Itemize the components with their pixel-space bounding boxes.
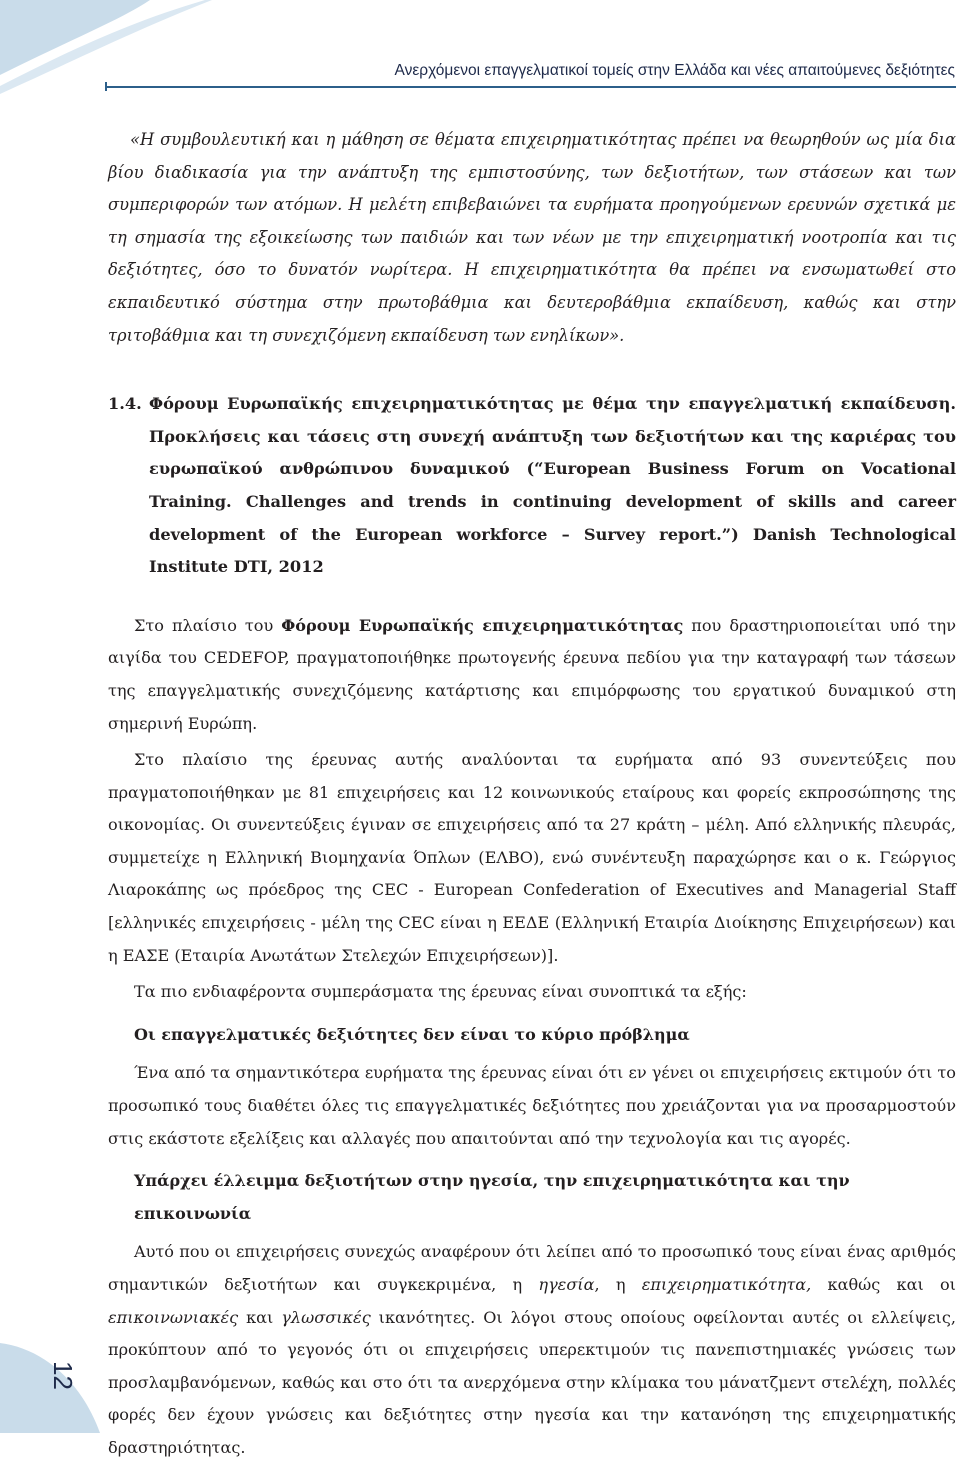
paragraph-3: Τα πιο ενδιαφέροντα συμπεράσματα της έρευνας είναι συνοπτικά τα εξής:: [134, 982, 747, 1002]
page-content: [108, 124, 956, 1469]
section-number: 1.4.: [108, 394, 142, 414]
header-rule: [105, 86, 956, 88]
paragraph-2: Στο πλαίσιο της έρευνας αυτής αναλύονται τα ευρήματα από 93 συνεντεύξεις που πραγματοποιήθηκαν με 81 επιχειρήσεις και 12 κοινωνικούς εταίρους και φορείς εκπροσώπησης της οικονομίας. Οι συνεντεύξεις έγιναν σε επιχειρήσεις από τα 27 κράτη – μέλη. Από ελληνικής πλευράς, συμμετείχε η Ελληνική Βιομηχανία Όπλων (ΕΛΒΟ), ενώ συνέντευξη παραχώρησε και ο κ. Γεώργιος Λιαροκάπης ως πρόεδρος της CEC - European Confederation of Executives and Managerial Staff [ελληνικές επιχειρήσεις - μέλη της CEC είναι η ΕΕΔΕ (Ελληνική Εταιρία Διοίκησης Επιχειρήσεων) και η ΕΑΣΕ (Εταιρία Ανωτάτων Στελεχών Επιχειρήσεων)].: [108, 750, 956, 965]
paragraph-1-text-b: που δραστηριοποιείται υπό την αιγίδα του CEDEFOP, πραγματοποιήθηκε πρωτογενής έρευνα πεδίου για την καταγραφή των τάσεων της επαγγελματικής συνεχιζόμενης κατάρτισης και επιμόρφωσης του εργατικού δυναμικού στη σημερινή Ευρώπη.: [108, 615, 956, 733]
section-heading: [108, 388, 956, 584]
paragraph-1-bold: Φόρουμ Ευρωπαϊκής επιχειρηματικότητας: [281, 615, 684, 635]
quote-paragraph: «Η συμβουλευτική και η μάθηση σε θέματα επιχειρηματικότητας πρέπει να θεωρηθούν ως μία δια βίου διαδικασία για την ανάπτυξη της εμπιστοσύνης, των δεξιοτήτων, των στάσεων και των συμπεριφορών των ατόμων. Η μελέτη επιβεβαιώνει τα ευρήματα προηγούμενων ερευνών σχετικά με τη σημασία της εξοικείωσης των παιδιών και των νέων με την επιχειρηματική νοοτροπία και τις δεξιότητες, όσο το δυνατόν νωρίτερα. Η επιχειρηματικότητα θα πρέπει να ενσωματωθεί στο εκπαιδευτικό σύστημα στην πρωτοβάθμια και δευτεροβάθμια εκπαίδευση, καθώς και στην τριτοβάθμια και τη συνεχιζόμενη εκπαίδευση των ενηλίκων».: [108, 130, 956, 345]
running-header-title: Ανερχόμενοι επαγγελματικοί τομείς στην Ελλάδα και νέες απαιτούμενες δεξιότητες: [394, 62, 955, 79]
paragraph-4: Ένα από τα σημαντικότερα ευρήματα της έρευνας είναι ότι εν γένει οι επιχειρήσεις εκτιμούν ότι το προσωπικό τους διαθέτει όλες τις επαγγελματικές δεξιότητες που χρειάζονται για να προσαρμοστούν στις εκάστοτε εξελίξεις και αλλαγές που απαιτούνται από την τεχνολογία και τις αγορές.: [108, 1063, 956, 1148]
page-number: 12: [47, 1361, 78, 1390]
paragraph-5-italic-1: ηγεσία: [538, 1275, 595, 1294]
paragraph-1-text-a: Στο πλαίσιο του: [134, 615, 282, 635]
paragraph-5-text-c: καθώς και οι: [811, 1275, 956, 1294]
paragraph-5-text-b: , η: [594, 1275, 642, 1294]
paragraph-1: [108, 610, 956, 740]
section-title: Φόρουμ Ευρωπαϊκής επιχειρηματικότητας με θέμα την επαγγελματική εκπαίδευση. Προκλήσεις και τάσεις στη συνεχή ανάπτυξη των δεξιοτήτων και της καριέρας του ευρωπαϊκού ανθρώπινου δυναμικού (“European Business Forum on Vocational Training. Challenges and trends in continuing development of skills and career development of the European workforce – Survey report.”) Danish Technological Institute DTI, 2012: [149, 394, 956, 577]
paragraph-5-italic-3: επικοινωνιακές: [108, 1307, 239, 1327]
subheading-2: Υπάρχει έλλειμμα δεξιοτήτων στην ηγεσία, την επιχειρηματικότητα και την επικοινωνία: [134, 1171, 850, 1223]
paragraph-5-italic-4: γλωσσικές: [281, 1307, 371, 1327]
paragraph-5-text-e: ικανότητες. Οι λόγοι στους οποίους οφείλονται αυτές οι ελλείψεις, προκύπτουν από το γεγονός ότι οι επιχειρήσεις υπερεκτιμούν τις πανεπιστημιακές γνώσεις των προσλαμβανόμενων, καθώς και στο ότι τα ανερχόμενα στην κλίμακα του μάνατζμεντ στελέχη, πολλές φορές δεν έχουν γνώσεις και δεξιότητες στην ηγεσία και την κατανόηση της επιχειρηματικής δραστηριότητας.: [108, 1307, 957, 1457]
subheading-1: Οι επαγγελματικές δεξιότητες δεν είναι το κύριο πρόβλημα: [134, 1024, 690, 1044]
paragraph-5: [108, 1236, 956, 1464]
paragraph-5-text-d: και: [238, 1307, 282, 1327]
corner-swoosh-decoration: [0, 0, 220, 100]
paragraph-5-italic-2: επιχειρηματικότητα,: [641, 1275, 812, 1294]
paragraph-5-text-a: Αυτό που οι επιχειρήσεις συνεχώς αναφέρουν ότι λείπει από το προσωπικό τους είναι ένας αριθμός σημαντικών δεξιοτήτων και συγκεκριμένα, η: [108, 1242, 956, 1294]
